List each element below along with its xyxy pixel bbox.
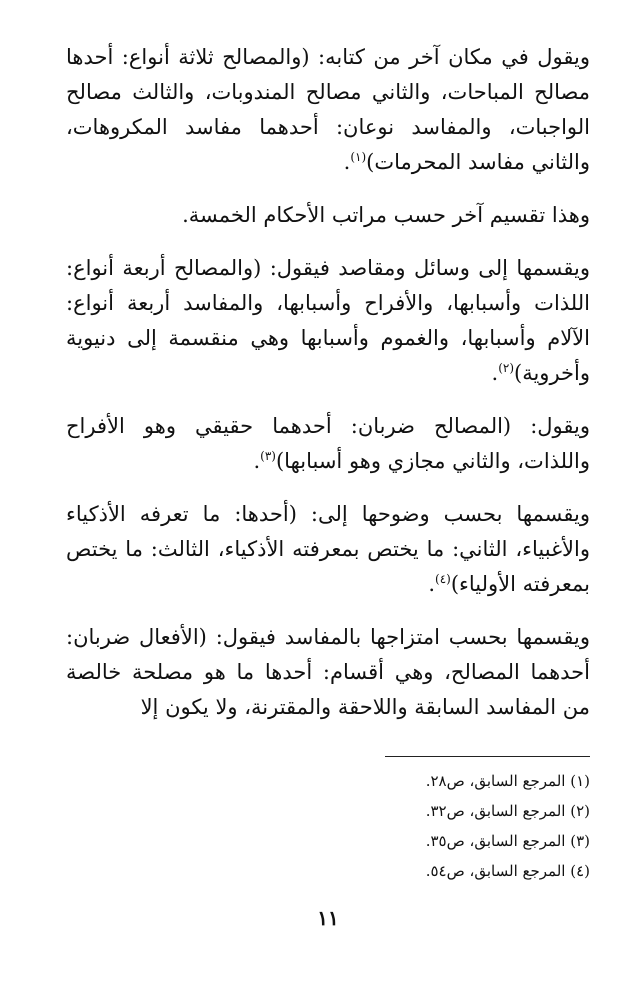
paragraph-1 [66, 40, 590, 180]
paragraph-3-text: ويقسمها إلى وسائل ومقاصد فيقول: (والمصالح أربعة أنواع: اللذات وأسبابها، والأفراح وأسبابها، والمفاسد أربعة أنواع: الآلام وأسبابها، والغموم وأسبابها وهي منقسمة إلى دنيوية وأخروية) [66, 256, 590, 385]
footnotes [66, 766, 590, 886]
paragraph-1-tail: . [343, 150, 351, 174]
paragraph-3-tail: . [491, 361, 499, 385]
paragraph-6 [66, 620, 590, 725]
paragraph-4 [66, 409, 590, 479]
page-number: ١١ [317, 906, 339, 930]
paragraph-4-text: ويقول: (المصالح ضربان: أحدهما حقيقي وهو الأفراح واللذات، والثاني مجازي وهو أسبابها) [66, 414, 590, 473]
footnote-4: (٤) المرجع السابق، ص٥٤. [425, 862, 590, 880]
footnote-1: (١) المرجع السابق، ص٢٨. [425, 772, 590, 790]
footnote-ref-2[interactable]: (٢) [498, 361, 515, 375]
paragraph-6-text: ويقسمها بحسب امتزاجها بالمفاسد فيقول: (الأفعال ضربان: أحدهما المصالح، وهي أقسام: أحدها ما هو مصلحة خالصة من المفاسد السابقة واللاحقة والمقترنة، ولا يكون إلا [66, 625, 590, 719]
paragraph-2-text: وهذا تقسيم آخر حسب مراتب الأحكام الخمسة. [182, 203, 590, 227]
footnote-ref-1[interactable]: (١) [350, 150, 367, 164]
paragraph-1-text: ويقول في مكان آخر من كتابه: (والمصالح ثلاثة أنواع: أحدها مصالح المباحات، والثاني مصالح المندوبات، والثالث مصالح الواجبات، والمفاسد نوعان: أحدهما مفاسد المكروهات، والثاني مفاسد المحرمات) [66, 45, 590, 174]
footnote-3: (٣) المرجع السابق، ص٣٥. [425, 832, 590, 850]
paragraph-5-tail: . [428, 572, 435, 596]
footnote-2: (٢) المرجع السابق، ص٣٢. [425, 802, 590, 820]
paragraph-5 [66, 497, 590, 602]
paragraph-4-tail: . [253, 449, 261, 473]
paragraph-5-text: ويقسمها بحسب وضوحها إلى: (أحدها: ما تعرفه الأذكياء والأغبياء، الثاني: ما يختص بمعرفته الأذكياء، الثالث: ما يختص بمعرفته الأولياء) [66, 502, 590, 596]
footnote-separator [385, 756, 590, 757]
paragraph-3 [66, 251, 590, 391]
main-text [66, 40, 590, 725]
paragraph-2 [66, 198, 590, 233]
footnote-ref-3[interactable]: (٣) [260, 449, 276, 463]
footnote-ref-4[interactable]: (٤) [435, 572, 451, 586]
book-page [66, 40, 590, 980]
